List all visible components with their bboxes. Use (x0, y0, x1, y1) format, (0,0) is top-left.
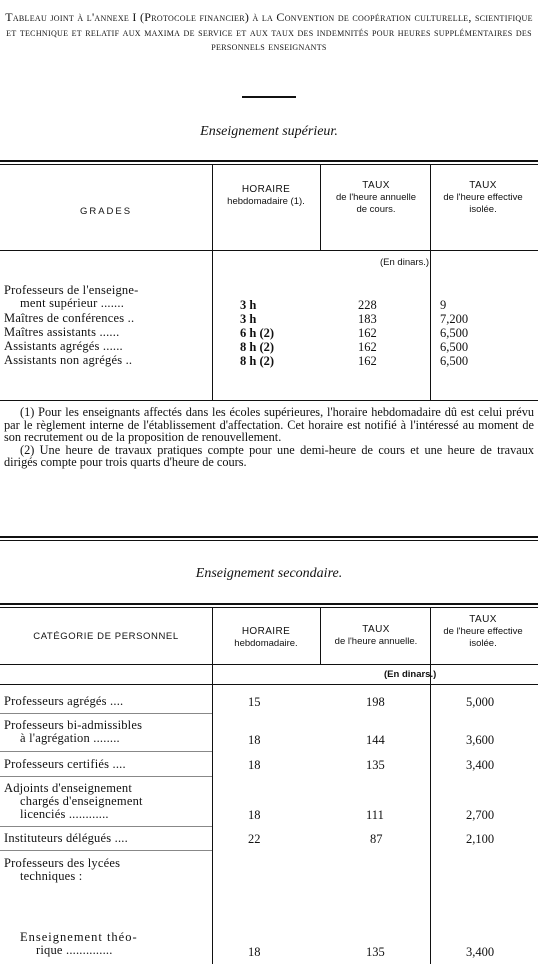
document-title: Tableau joint à l'annexe I (Protocole financier) à la Convention de coopération culturelle, scientifique et technique et relatif aux maxima de service et aux taux des indemnités pour heures supplémentaires des personnels enseignants (5, 10, 533, 53)
header-categorie: CATÉGORIE DE PERSONNEL (33, 631, 179, 642)
table-cell: 15 (248, 695, 261, 709)
table-cell: 6,500 (440, 354, 469, 368)
section-end-rule (0, 536, 538, 538)
header-taux-annuelle: TAUX de l'heure annuelle. (334, 624, 418, 647)
table-cell: 135 (366, 945, 385, 959)
table-cell: 135 (366, 758, 385, 772)
table-cell: 162 (358, 326, 377, 340)
table-top-rule-thin (0, 164, 538, 165)
table-row-label: Assistants agrégés ...... (4, 339, 123, 353)
header-taux-annuelle: TAUX de l'heure annuelle de cours. (336, 180, 416, 215)
table-cell: 3 h (240, 312, 257, 326)
table-row-label: Professeurs de l'enseigne- ment supérieur ....... (4, 283, 139, 310)
table-row-label: Professeurs des lycées techniques : (4, 856, 121, 883)
table-cell: 183 (358, 312, 377, 326)
table-cell: 18 (248, 808, 261, 822)
table-top-rule (0, 603, 538, 605)
table-top-rule (0, 160, 538, 162)
table-cell: 2,100 (466, 832, 495, 846)
table-top-rule-thin (0, 607, 538, 608)
table-cell: 198 (366, 695, 385, 709)
table-row-label: Professeurs certifiés .... (4, 757, 126, 771)
row-divider (0, 826, 212, 827)
footnotes (4, 406, 534, 469)
row-divider (0, 713, 212, 714)
table-row-label: Maîtres assistants ...... (4, 325, 120, 339)
table-cell: 6 h (2) (240, 326, 275, 340)
column-divider (430, 164, 431, 400)
title-divider (242, 96, 296, 98)
table-cell: 5,000 (466, 695, 495, 709)
section-title-superieur: Enseignement supérieur. (200, 124, 338, 139)
row-divider (0, 751, 212, 752)
header-horaire: HORAIRE hebdomadaire. (234, 626, 298, 649)
column-divider (212, 164, 213, 400)
table-row-label: Professeurs agrégés .... (4, 694, 124, 708)
table-row-label: Assistants non agrégés .. (4, 353, 133, 367)
unit-rule (0, 684, 538, 685)
section-end-rule-thin (0, 540, 538, 541)
header-rule (0, 664, 538, 665)
table-cell: 87 (370, 832, 383, 846)
footnote: (2) Une heure de travaux pratiques compte pour une demi-heure de cours et une heure de travaux dirigés compte pour trois quarts d'heure de cours. (4, 442, 534, 469)
footnote: (1) Pour les enseignants affectés dans les écoles supérieures, l'horaire hebdomadaire dû est celui prévu par le règlement interne de l'établissement d'affectation. Cet horaire est notifié à l'intéressé au moment de son recrutement ou de la proposition de renouvellement. (4, 405, 534, 444)
table-cell: 6,500 (440, 340, 469, 354)
table-cell: 144 (366, 733, 385, 747)
table-cell: 9 (440, 298, 447, 312)
unit-label: (En dinars.) (380, 257, 430, 268)
header-horaire: HORAIRE hebdomadaire (1). (227, 184, 305, 207)
header-rule (0, 250, 538, 251)
table-row-label: Adjoints d'enseignement chargés d'enseignement licenciés ............ (4, 781, 143, 821)
table-cell: 3,400 (466, 758, 495, 772)
table-row-label: Professeurs bi-admissibles à l'agrégation ........ (4, 718, 143, 745)
table-cell: 18 (248, 945, 261, 959)
unit-label: (En dinars.) (384, 669, 437, 680)
table-cell: 228 (358, 298, 377, 312)
table-cell: 8 h (2) (240, 340, 275, 354)
table-cell: 3,600 (466, 733, 495, 747)
section-title-secondaire: Enseignement secondaire. (195, 566, 343, 581)
table-cell: 162 (358, 354, 377, 368)
table-row-label: Maîtres de conférences .. (4, 311, 135, 325)
column-divider (212, 607, 213, 964)
table-cell: 18 (248, 758, 261, 772)
table-cell: 22 (248, 832, 261, 846)
table-cell: 3 h (240, 298, 257, 312)
column-divider (430, 607, 431, 964)
row-divider (0, 776, 212, 777)
table-cell: 111 (366, 808, 384, 822)
header-taux-effective: TAUX de l'heure effective isolée. (443, 180, 523, 215)
table-cell: 162 (358, 340, 377, 354)
header-grades: GRADES (79, 206, 133, 217)
table-cell: 7,200 (440, 312, 469, 326)
table-cell: 18 (248, 733, 261, 747)
table-row-label: Enseignement théo- rique .............. (20, 930, 138, 957)
table-cell: 3,400 (466, 945, 495, 959)
table-bottom-rule (0, 400, 538, 401)
table-cell: 6,500 (440, 326, 469, 340)
column-divider (320, 607, 321, 665)
column-divider (320, 164, 321, 251)
table-cell: 8 h (2) (240, 354, 275, 368)
row-divider (0, 850, 212, 851)
header-taux-effective: TAUX de l'heure effective isolée. (443, 614, 523, 649)
table-row-label: Instituteurs délégués .... (4, 831, 128, 845)
table-cell: 2,700 (466, 808, 495, 822)
